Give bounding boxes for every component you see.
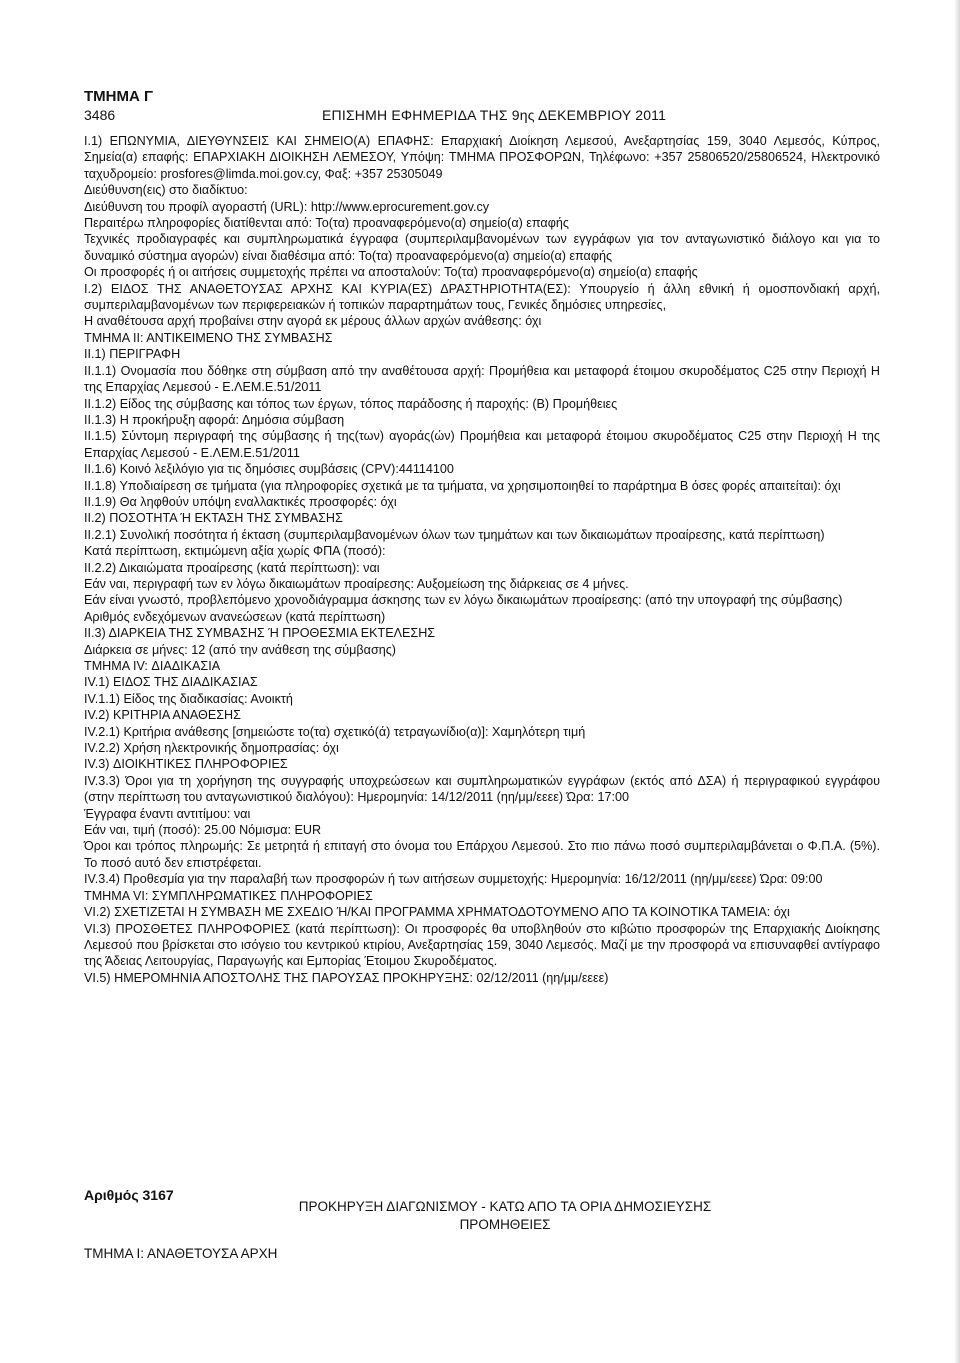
body-line: Έγγραφα έναντι αντιτίμου: ναι — [84, 806, 251, 821]
body-line: ΙΙ.2) ΠΟΣΟΤΗΤΑ Ή ΕΚΤΑΣΗ ΤΗΣ ΣΥΜΒΑΣΗΣ — [84, 511, 343, 526]
body-line: ΙV.1.1) Είδος της διαδικασίας: Ανοικτή — [84, 691, 293, 706]
body-line: Εάν ναι, τιμή (ποσό): 25.00 Νόμισμα: EUR — [84, 823, 322, 838]
notice-number: Αριθμός 3167 — [84, 1187, 174, 1203]
body-line: Ι.2) ΕΙΔΟΣ ΤΗΣ ΑΝΑΘΕΤΟΥΣΑΣ ΑΡΧΗΣ ΚΑΙ ΚΥΡΙΑ(ΕΣ) ΔΡΑΣΤΗΡΙΟΤΗΤΑ(ΕΣ): Υπουργείο ή άλλη εθνική ή ομοσπονδιακή αρχή, συμπεριλαμβανομένων των περιφερειακών ή τοπικών παραρτημάτων τους, Γενικές δημόσιες υπηρεσίες, — [84, 281, 880, 313]
page-header — [84, 107, 884, 127]
body-line: ΙΙ.1.8) Υποδιαίρεση σε τμήματα (για πληροφορίες σχετικά με τα τμήματα, να χρησιμοποιηθεί το παράρτημα Β όσες φορές απαιτείται): όχι — [84, 478, 841, 493]
body-line: Εάν είναι γνωστό, προβλεπόμενο χρονοδιάγραμμα άσκησης των εν λόγω δικαιωμάτων προαίρεσης: (από την υπογραφή της σύμβασης) — [84, 593, 843, 608]
body-line: Η αναθέτουσα αρχή προβαίνει στην αγορά εκ μέρους άλλων αρχών ανάθεσης: όχι — [84, 314, 542, 329]
running-title: ΕΠΙΣΗΜΗ ΕΦΗΜΕΡΙΔΑ ΤΗΣ 9ης ΔΕΚΕΜΒΡΙΟΥ 2011 — [322, 107, 667, 123]
body-line: ΙV.3.3) Όροι για τη χορήγηση της συγγραφής υποχρεώσεων και συμπληρωματικών εγγράφων (εκτός από ΔΣΑ) ή περιγραφικού εγγράφου (στην περίπτωση του ανταγωνιστικού διαλόγου): Ημερομηνία: 14/12/2011 (ηη/μμ/εεεε) Ώρα: 17:00 — [84, 773, 880, 805]
body-line: ΙV.2) ΚΡΙΤΗΡΙΑ ΑΝΑΘΕΣΗΣ — [84, 708, 241, 723]
body-line: ΙΙ.1.3) Η προκήρυξη αφορά: Δημόσια σύμβαση — [84, 412, 345, 427]
body-line: ΙΙ.1.1) Ονομασία που δόθηκε στη σύμβαση από την αναθέτουσα αρχή: Προμήθεια και μεταφορά έτοιμου σκυροδέματος C25 στην Περιοχή Η της Επαρχίας Λεμεσού - Ε.ΛΕΜ.Ε.51/2011 — [84, 363, 880, 395]
body-line: ΙΙ.1.6) Κοινό λεξιλόγιο για τις δημόσιες συμβάσεις (CPV):44114100 — [84, 462, 454, 477]
body-line: ΙV.3) ΔΙΟΙΚΗΤΙΚΕΣ ΠΛΗΡΟΦΟΡΙΕΣ — [84, 757, 288, 772]
notice-title-line: ΠΡΟΜΗΘΕΙΕΣ — [459, 1217, 551, 1232]
page-number: 3486 — [84, 107, 116, 123]
notice-title — [250, 1198, 760, 1234]
body-line: VΙ.5) ΗΜΕΡΟΜΗΝΙΑ ΑΠΟΣΤΟΛΗΣ ΤΗΣ ΠΑΡΟΥΣΑΣ ΠΡΟΚΗΡΥΞΗΣ: 02/12/2011 (ηη/μμ/εεεε) — [84, 970, 609, 985]
body-line: ΙV.3.4) Προθεσμία για την παραλαβή των προσφορών ή των αιτήσεων συμμετοχής: Ημερομηνία: 16/12/2011 (ηη/μμ/εεεε) Ώρα: 09:00 — [84, 872, 823, 887]
body-line: ΙV.1) ΕΙΔΟΣ ΤΗΣ ΔΙΑΔΙΚΑΣΙΑΣ — [84, 675, 258, 690]
body-line: Διεύθυνση(εις) στο διαδίκτυο: — [84, 183, 248, 198]
body-line: ΙΙ.2.2) Δικαιώματα προαίρεσης (κατά περίπτωση): ναι — [84, 560, 380, 575]
notice-body — [84, 133, 880, 986]
body-line: Αριθμός ενδεχόμενων ανανεώσεων (κατά περίπτωση) — [84, 609, 386, 624]
body-line: ΙΙ.1.5) Σύντομη περιγραφή της σύμβασης ή της(των) αγοράς(ών) Προμήθεια και μεταφορά έτοιμου σκυροδέματος C25 στην Περιοχή Η της Επαρχίας Λεμεσού - Ε.ΛΕΜ.Ε.51/2011 — [84, 429, 880, 460]
body-line: ΙV.2.1) Κριτήρια ανάθεσης [σημειώστε το(τα) σχετικό(ά) τετραγωνίδιο(α)]: Χαμηλότερη τιμή — [84, 724, 586, 739]
body-line: Εάν ναι, περιγραφή των εν λόγω δικαιωμάτων προαίρεσης: Αυξομείωση της διάρκειας σε 4 μήνες. — [84, 576, 629, 591]
body-line: ΙΙ.3) ΔΙΑΡΚΕΙΑ ΤΗΣ ΣΥΜΒΑΣΗΣ Ή ΠΡΟΘΕΣΜΙΑ ΕΚΤΕΛΕΣΗΣ — [84, 626, 436, 641]
body-line: ΙΙ.1) ΠΕΡΙΓΡΑΦΗ — [84, 347, 181, 362]
body-line: Περαιτέρω πληροφορίες διατίθενται από: Το(τα) προαναφερόμενο(α) σημείο(α) επαφής — [84, 216, 569, 231]
body-line: ΙV.2.2) Χρήση ηλεκτρονικής δημοπρασίας: όχι — [84, 741, 339, 756]
notice-title-line: ΠΡΟΚΗΡΥΞΗ ΔΙΑΓΩΝΙΣΜΟΥ - ΚΑΤΩ ΑΠΟ ΤΑ ΟΡΙΑ ΔΗΜΟΣΙΕΥΣΗΣ — [298, 1199, 712, 1214]
body-line: ΤΜΗΜΑ ΙV: ΔΙΑΔΙΚΑΣΙΑ — [84, 659, 221, 673]
body-line: VΙ.2) ΣΧΕΤΙΖΕΤΑΙ Η ΣΥΜΒΑΣΗ ΜΕ ΣΧΕΔΙΟ Ή/ΚΑΙ ΠΡΟΓΡΑΜΜΑ ΧΡΗΜΑΤΟΔΟΤΟΥΜΕΝΟ ΑΠΟ ΤΑ ΚΟΙΝΟΤΙΚΑ ΤΑΜΕΙΑ: όχι — [84, 905, 790, 920]
page-edge-shadow — [954, 0, 960, 1363]
body-line: ΤΜΗΜΑ ΙΙ: ΑΝΤΙΚΕΙΜΕΝΟ ΤΗΣ ΣΥΜΒΑΣΗΣ — [84, 330, 333, 345]
body-line: Τεχνικές προδιαγραφές και συμπληρωματικά έγγραφα (συμπεριλαμβανομένων των εγγράφων για τον ανταγωνιστικό διάλογο και για το δυναμικό σύστημα αγορών) είναι διαθέσιμα από: Το(τα) προαναφερόμενο(α) σημείο(α) επαφής — [84, 232, 880, 263]
body-line: Ι.1) ΕΠΩΝΥΜΙΑ, ΔΙΕΥΘΥΝΣΕΙΣ ΚΑΙ ΣΗΜΕΙΟ(Α) ΕΠΑΦΗΣ: Επαρχιακή Διοίκηση Λεμεσού, Ανεξαρτησίας 159, 3040 Λεμεσός, Κύπρος, Σημεία(α) επαφής: ΕΠΑΡΧΙΑΚΗ ΔΙΟΙΚΗΣΗ ΛΕΜΕΣΟΥ, Υπόψη: ΤΜΗΜΑ ΠΡΟΣΦΟΡΩΝ, Τηλέφωνο: +357 25806520/25806524, Ηλεκτρονικό ταχυδρομείο: prosfores@limda.moi.gov.cy, Φαξ: +357 25305049 — [84, 134, 880, 181]
body-line: Οι προσφορές ή οι αιτήσεις συμμετοχής πρέπει να αποσταλούν: Το(τα) προαναφερόμενο(α) σημείο(α) επαφής — [84, 265, 698, 280]
section-tag: ΤΜΗΜΑ Γ — [84, 88, 154, 105]
body-line: ΙΙ.1.9) Θα ληφθούν υπόψη εναλλακτικές προσφορές: όχι — [84, 494, 397, 509]
section-i-heading: ΤΜΗΜΑ Ι: ΑΝΑΘΕΤΟΥΣΑ ΑΡΧΗ — [84, 1246, 278, 1261]
body-line: Κατά περίπτωση, εκτιμώμενη αξία χωρίς ΦΠΑ (ποσό): — [84, 544, 386, 559]
body-line: Όροι και τρόπος πληρωμής: Σε μετρητά ή επιταγή στο όνομα του Επάρχου Λεμεσού. Στο πιο πάνω ποσό συμπεριλαμβάνεται ο Φ.Π.Α. (5%). Το ποσό αυτό δεν επιστρέφεται. — [84, 839, 880, 870]
body-line: Διάρκεια σε μήνες: 12 (από την ανάθεση της σύμβασης) — [84, 642, 396, 657]
body-line: ΙΙ.1.2) Είδος της σύμβασης και τόπος των έργων, τόπος παράδοσης ή παροχής: (Β) Προμήθειες — [84, 396, 618, 411]
body-line: Διεύθυνση του προφίλ αγοραστή (URL): http://www.eprocurement.gov.cy — [84, 199, 490, 214]
body-line: ΤΜΗΜΑ VΙ: ΣΥΜΠΛΗΡΩΜΑΤΙΚΕΣ ΠΛΗΡΟΦΟΡΙΕΣ — [84, 888, 373, 903]
body-line: VΙ.3) ΠΡΟΣΘΕΤΕΣ ΠΛΗΡΟΦΟΡΙΕΣ (κατά περίπτωση): Οι προσφορές θα υποβληθούν στο κιβώτιο προσφορών της Επαρχιακής Διοίκησης Λεμεσού που βρίσκεται στο ισόγειο του κεντρικού κτιρίου, Ανεξαρτησίας 159, 3040 Λεμεσός. Μαζί με την προσφορά να επισυναφθεί αντίγραφο της Άδειας Λειτουργίας, Παραγωγής και Εμπορίας Έτοιμου Σκυροδέματος. — [84, 921, 880, 969]
body-line: ΙΙ.2.1) Συνολική ποσότητα ή έκταση (συμπεριλαμβανομένων όλων των τμημάτων και των δικαιωμάτων προαίρεσης, κατά περίπτωση) — [84, 527, 825, 542]
